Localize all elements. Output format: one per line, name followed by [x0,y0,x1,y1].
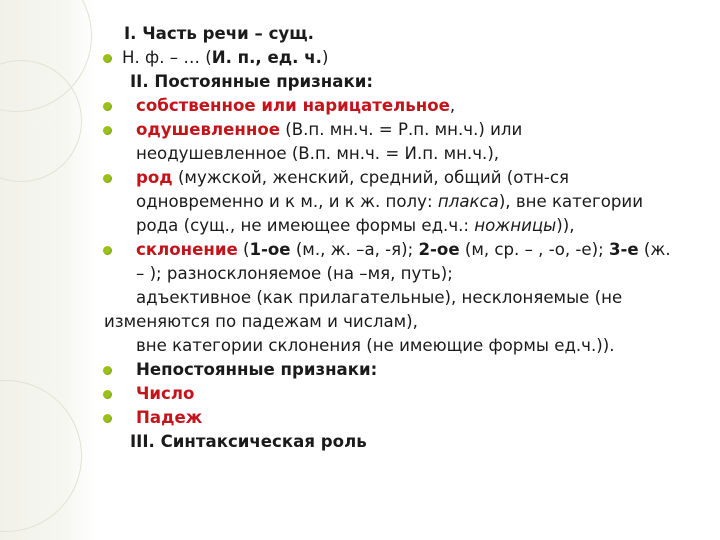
bullet-icon [103,366,112,375]
text: (м, ср. – , -о, -е); [459,240,609,259]
bullet-proper-common [104,94,704,118]
text: (ж. [638,240,671,259]
slide-decoration [0,0,96,540]
text: Н. ф. – … ( [122,48,212,67]
text: )), [556,216,575,235]
slide-content [104,22,704,454]
text: (мужской, женский, средний, общий (отн-ся [172,168,570,187]
bullet-icon [103,54,112,63]
heading-text: Непостоянные признаки: [136,360,378,379]
text: , [449,96,456,115]
heading-part-of-speech [104,22,704,46]
bullet-icon [103,126,112,135]
text: изменяются по падежам и числам), [104,312,418,331]
term-red: род [136,168,173,187]
continuation-line [104,214,704,238]
text: ) [321,48,329,67]
text: одновременно и к м., и к ж. полу: [136,192,438,211]
text: вне категории склонения (не имеющие формы ед.ч.)). [136,336,615,355]
bullet-icon [103,414,112,423]
bullet-number [104,382,704,406]
term-red: одушевленное [136,120,280,139]
text: – ); разносклоняемое (на –мя, путь); [136,264,453,283]
continuation-line [104,142,704,166]
text: ( [237,240,250,259]
heading-text: II. Постоянные признаки: [130,72,373,91]
bullet-icon [103,390,112,399]
text: неодушевленное (В.п. мн.ч. = И.п. мн.ч.), [136,144,500,163]
term-red: Падеж [136,408,203,427]
term-red: склонение [136,240,238,259]
bullet-case [104,406,704,430]
bullet-icon [103,174,112,183]
bullet-gender [104,166,704,190]
text: адъективное (как прилагательные), несклоняемые (не [136,288,623,307]
text: (м., ж. –а, -я); [290,240,419,259]
decorative-ring [0,380,82,532]
bullet-declension [104,238,704,262]
text-bold: 2-ое [418,240,460,259]
text: ), вне категории [498,192,643,211]
text-bold: 1-ое [249,240,291,259]
bullet-non-constant [104,358,704,382]
heading-syntactic-role [104,430,704,454]
heading-text: I. Часть речи – сущ. [124,24,314,43]
continuation-line [104,286,704,310]
bullet-icon [103,246,112,255]
continuation-line [104,190,704,214]
term-red: собственное или нарицательное [136,96,450,115]
term-red: Число [136,384,195,403]
bullet-initial-form [104,46,704,70]
example-italic: ножницы [474,216,557,235]
continuation-line [104,334,704,358]
text-bold: 3-е [608,240,639,259]
text-bold: И. п., ед. ч. [211,48,322,67]
heading-constant-features [104,70,704,94]
text: рода (сущ., не имеющее формы ед.ч.: [136,216,475,235]
continuation-line [104,262,704,286]
heading-text: III. Синтаксическая роль [130,432,367,451]
text: (В.п. мн.ч. = Р.п. мн.ч.) или [280,120,523,139]
bullet-icon [103,102,112,111]
continuation-line [104,310,704,334]
bullet-animacy [104,118,704,142]
example-italic: плакса [437,192,499,211]
